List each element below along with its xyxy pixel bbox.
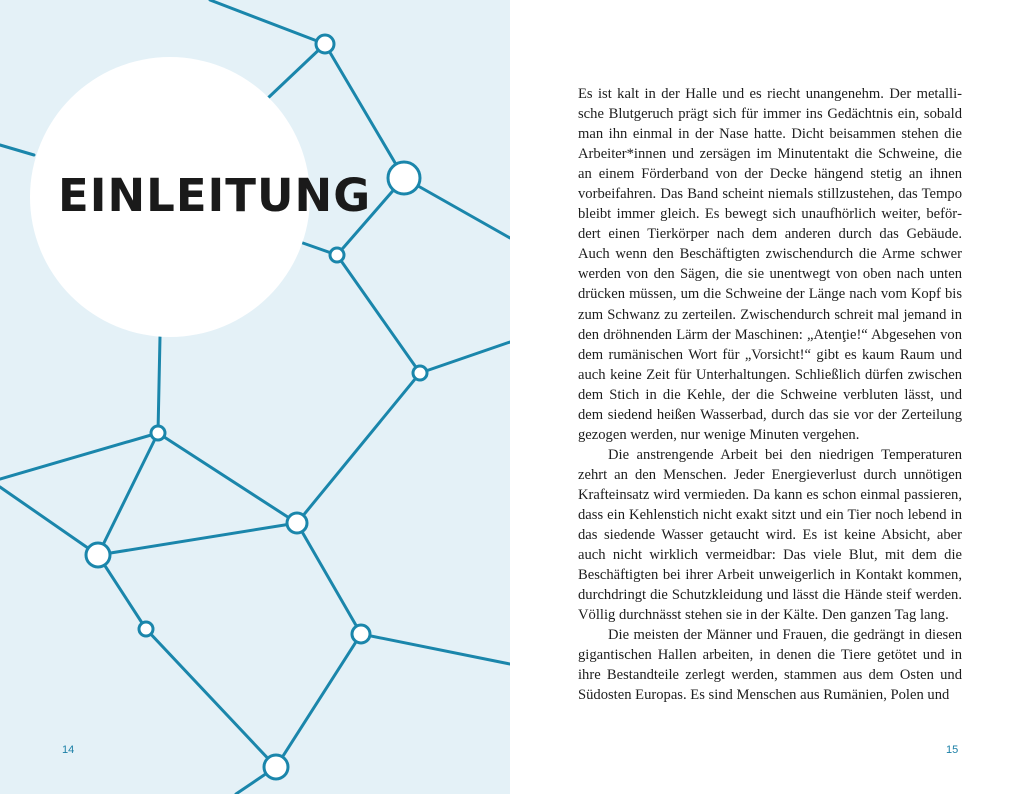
network-node	[86, 543, 110, 567]
paragraph: Es ist kalt in der Halle und es riecht unangenehm. Der metallische Blutgeruch prägt sich für immer ins Gedächtnis ein, sobald man ihn einmal in der Nase hatte. Dicht beisammen stehen die Arbeiter*innen und zersägen im Minutentakt die Schweine, die an einem Förderband von der Decke hängend stetig an ihnen vorbeifahren. Das Band scheint niemals stillzustehen, das Tempo bleibt immer gleich. Es bewegt sich unaufhörlich weiter, befördert einen Tierkörper nach dem anderen durch das Gebäude. Auch wenn den Beschäftigten zwischendurch die Arme schwer werden von den Sägen, die sie unentwegt von oben nach unten drücken müssen, um die Schweine der Länge nach vom Kopf bis zum Schwanz zu zerteilen. Zwischendurch schreit mal jemand in den dröhnenden Lärm der Maschinen: „Atenţie!“ Abgesehen von dem rumänischen Wort für „Vorsicht!“ gibt es kaum Raum und auch keine Zeit für Unterhaltungen. Schließlich dürfen zwischen dem Stich in die Kehle, der die Schweine verbluten lässt, und dem siedend heißen Wasserbad, durch das sie vor der Zerteilung gezogen werden, nur wenige Minuten vergehen.	[578, 86, 962, 443]
paragraph: Die anstrengende Arbeit bei den niedrigen Temperaturen zehrt an den Menschen. Jeder Energieverlust durch unnötigen Krafteinsatz wird vermieden. Da kann es schon einmal passieren, dass ein Kehlenstich nicht exakt sitzt und ein Tier noch lebend in das siedende Wasser getaucht wird. Es ist keine Absicht, aber auch nicht wirklich vermeidbar: Das viele Blut, mit dem die Beschäftigten bei ihrer Arbeit unweigerlich in Kontakt kommen, durchdringt die Schutzkleidung und lässt die Hände steif werden. Völlig durchnässt stehen sie in der Kälte. Den ganzen Tag lang.	[578, 446, 962, 624]
page-number-left: 14	[62, 744, 75, 756]
network-node	[264, 755, 288, 779]
network-node	[139, 622, 153, 636]
body-text	[578, 84, 962, 705]
network-node	[316, 35, 334, 53]
network-node	[287, 513, 307, 533]
network-node	[413, 366, 427, 380]
network-node	[151, 426, 165, 440]
page-number-right: 15	[946, 744, 959, 756]
network-node	[388, 162, 420, 194]
network-node	[330, 248, 344, 262]
chapter-title: EINLEITUNG	[58, 169, 372, 222]
paragraph: Die meisten der Männer und Frauen, die gedrängt in diesen gigantischen Hallen arbeiten, in denen die Tiere getötet und in ihre Bestandteile zerlegt werden, stammen aus dem Osten und Südosten Europas. Es sind Menschen aus Rumänien, Polen und	[578, 627, 962, 704]
right-page	[510, 0, 1020, 794]
network-node	[352, 625, 370, 643]
